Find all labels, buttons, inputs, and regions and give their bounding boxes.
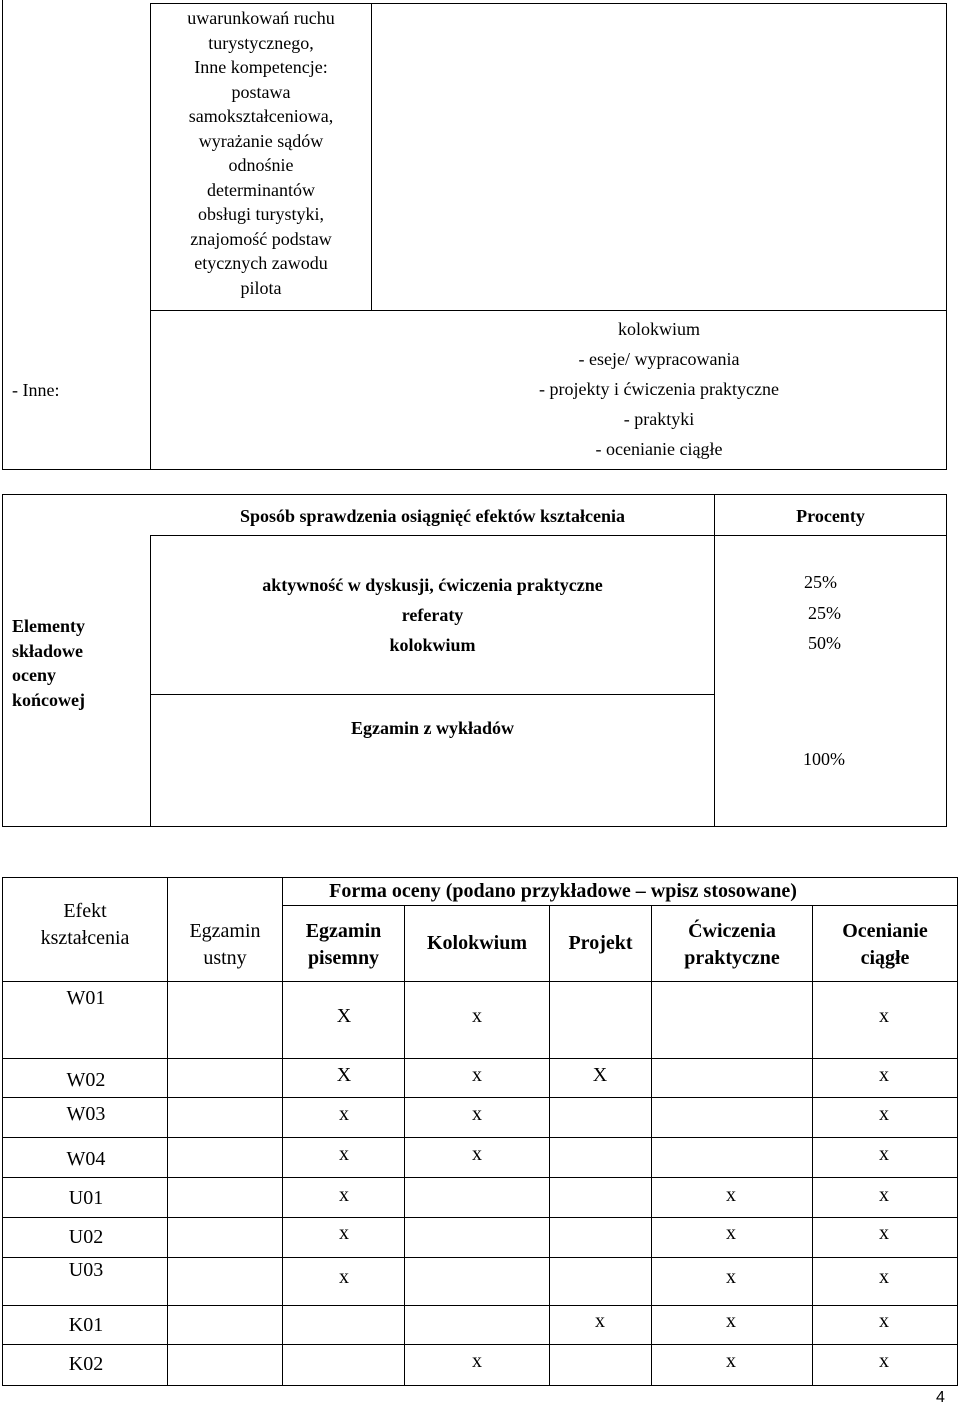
mark-cell: x	[879, 1103, 889, 1125]
mark-cell: x	[726, 1350, 736, 1372]
header-exercises: Ćwiczenia praktyczne	[684, 920, 780, 969]
mark-cell: x	[879, 1222, 889, 1244]
mark-cell: x	[726, 1310, 736, 1332]
row-label-final-grade: Elementy składowe oceny końcowej	[12, 616, 85, 710]
header-project: Projekt	[568, 932, 633, 954]
header-oral-exam: Egzamin ustny	[189, 920, 261, 969]
mark-cell: x	[879, 1064, 889, 1086]
mark-cell: x	[726, 1184, 736, 1206]
mark-cell: x	[339, 1103, 349, 1125]
page-number: 4	[936, 1389, 945, 1406]
row-label-w04: W04	[66, 1148, 106, 1170]
mark-cell: x	[879, 1184, 889, 1206]
mark-cell: x	[879, 1143, 889, 1165]
row-label-w01: W01	[66, 987, 106, 1009]
mark-cell: x	[339, 1266, 349, 1288]
mark-cell: x	[339, 1143, 349, 1165]
mark-cell: x	[339, 1222, 349, 1244]
mark-cell: X	[336, 1064, 352, 1086]
mark-cell: x	[472, 1064, 482, 1086]
header-colloquium: Kolokwium	[426, 932, 528, 954]
percent-2: 25%	[808, 603, 841, 623]
mark-cell: X	[336, 1005, 352, 1027]
mark-cell: x	[879, 1005, 889, 1027]
row-label-k02: K02	[68, 1353, 104, 1375]
mark-cell: x	[472, 1103, 482, 1125]
mark-cell: x	[879, 1266, 889, 1288]
mark-cell: x	[726, 1266, 736, 1288]
row-label-u02: U02	[68, 1226, 104, 1248]
mark-cell: x	[472, 1005, 482, 1027]
header-percent: Procenty	[796, 506, 865, 526]
exam-method: Egzamin z wykładów	[350, 718, 514, 738]
methods-list: aktywność w dyskusji, ćwiczenia praktyczne referaty kolokwium	[262, 575, 603, 655]
mark-cell: x	[726, 1222, 736, 1244]
inne-label: - Inne:	[12, 380, 60, 400]
mark-cell: x	[472, 1350, 482, 1372]
mark-cell: x	[339, 1184, 349, 1206]
row-label-w02: W02	[66, 1069, 106, 1091]
exam-percent: 100%	[803, 749, 845, 769]
mark-cell: x	[879, 1350, 889, 1372]
row-label-u03: U03	[68, 1259, 104, 1281]
inne-items: kolokwium - eseje/ wypracowania - projekty i ćwiczenia praktyczne - praktyki - ocenianie ciągłe	[539, 319, 779, 459]
percent-3: 50%	[808, 633, 841, 653]
mark-cell: x	[595, 1310, 605, 1332]
row-label-k01: K01	[68, 1314, 104, 1336]
mark-cell: x	[879, 1310, 889, 1332]
mark-cell: X	[592, 1064, 608, 1086]
header-continuous: Ocenianie ciągłe	[842, 920, 928, 969]
header-method: Sposób sprawdzenia osiągnięć efektów kształcenia	[239, 506, 625, 526]
continued-competences-text: uwarunkowań ruchu turystycznego, Inne kompetencje: postawa samokształceniowa, wyrażanie sądów odnośnie determinantów obsługi turystyki, znajomość podstaw etycznych zawodu pilota	[187, 8, 335, 298]
row-label-w03: W03	[66, 1103, 106, 1125]
header-effect: Efekt kształcenia	[40, 900, 130, 949]
row-label-u01: U01	[68, 1187, 104, 1209]
percent-1: 25%	[804, 572, 837, 592]
header-written-exam: Egzamin pisemny	[305, 920, 382, 969]
header-form: Forma oceny (podano przykładowe – wpisz stosowane)	[329, 880, 797, 902]
mark-cell: x	[472, 1143, 482, 1165]
